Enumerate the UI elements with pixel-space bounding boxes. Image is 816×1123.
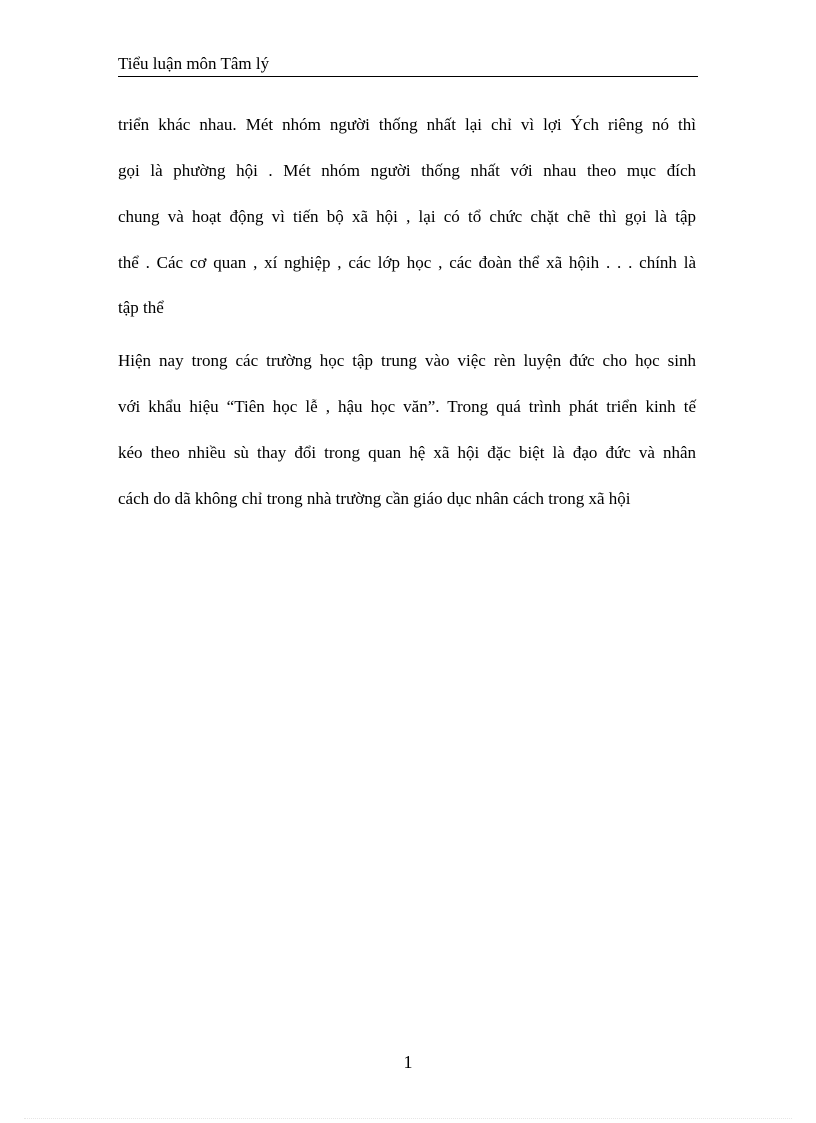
text-line: Hiện nay trong các trường học tập trung vào việc rèn luyện đức cho học sinh — [118, 351, 696, 370]
text-line: với khẩu hiệu “Tiên học lễ , hậu học văn”. Trong quá trình phát triển kinh tế — [118, 397, 696, 416]
page-header — [118, 52, 698, 77]
text-line: cách do dã không chỉ trong nhà trường cần giáo dục nhân cách trong xã hội — [118, 489, 631, 508]
text-line: chung và hoạt động vì tiến bộ xã hội , lại có tổ chức chặt chẽ thì gọi là tập — [118, 207, 696, 226]
text-line: kéo theo nhiều sù thay đổi trong quan hệ xã hội đặc biệt là đạo đức và nhân — [118, 443, 696, 462]
text-line: tập thể — [118, 298, 164, 317]
page-number: 1 — [403, 1052, 413, 1072]
text-line: gọi là phường hội . Mét nhóm người thống nhất với nhau theo mục đích — [118, 161, 696, 180]
text-line: thể . Các cơ quan , xí nghiệp , các lớp học , các đoàn thể xã hộih . . . chính là — [118, 253, 696, 272]
page-bottom-divider — [24, 1118, 792, 1119]
header-title: Tiểu luận môn Tâm lý — [118, 54, 270, 73]
text-line: triển khác nhau. Mét nhóm người thống nhất lại chỉ vì lợi Ých riêng nó thì — [118, 115, 696, 134]
